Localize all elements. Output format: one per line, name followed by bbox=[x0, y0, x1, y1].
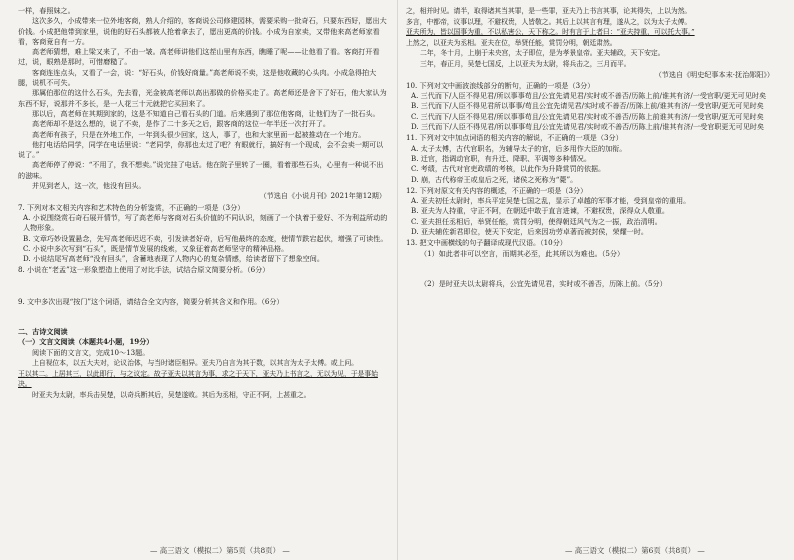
story-paragraph: 客商连连点头，又看了一会，说：“好石头，价钱好商量。”高老师说不卖，这是他收藏的心头肉。小成急得拍大腿，说机不可失。 bbox=[18, 67, 377, 88]
classical-passage-paragraph: 之，相并时见。请半，取得诸其当其罪，是一些罪，亚夫乃上书言其事，论其得失，上以为然。 bbox=[406, 7, 692, 15]
question-13-part-2: （2）是时亚夫以太尉将兵，公宜先请见君，实时或不善否，历陈上前。（5分） bbox=[420, 278, 667, 288]
classical-passage-paragraph: 时亚夫为太尉，率兵击吴楚，以奇兵断其后，吴楚遂败。其后为丞相，守正不阿，上甚重之。 bbox=[32, 390, 311, 399]
classical-passage-paragraph: 上自视位本，以五大夫对，论议治体，与当时诸臣相异。亚夫乃自言为其于数，以其言为太子太傅。或上问。 bbox=[32, 358, 358, 367]
question-7-option-b: B. 文章巧妙设置悬念，先写高老师迟迟不卖，引发读者好奇，后写他最终的态度，使情节跌宕起伏，增强了可读性。 bbox=[23, 233, 388, 243]
question-11-stem: 11. 下列对文中加点词语的相关内容的解说，不正确的一项是（3分） bbox=[406, 133, 623, 143]
question-12-option-a: A. 亚夫初任太尉时，率兵平定吴楚七国之乱，显示了卓越的军事才能，受到皇帝的重用。 bbox=[411, 196, 691, 206]
classical-passage-paragraph: 王以其二。上居其三，以此即行，与之议定。故子亚夫以其言为事，求之于天下，亚夫乃上书言之，无以为见，于是事始决。 bbox=[18, 369, 378, 389]
question-10-stem: 10. 下列对文中画波浪线部分的断句，正确的一项是（3分） bbox=[406, 80, 595, 90]
question-7-option-a: A. 小说围绕赏石奇石展开情节，写了高老师与客商对石头价值的不同认识，刻画了一个执着于爱好、不为利益所动的人物形象。 bbox=[23, 212, 388, 233]
classical-passage-paragraph: 上然之，以亚夫为丞相。亚夫在位，举贤任能，赏罚分明，朝廷肃然。 bbox=[406, 38, 617, 47]
question-12-option-d: D. 亚夫辅佐新君即位，使天下安定，后来因功劳卓著而被封侯，荣耀一时。 bbox=[411, 227, 648, 237]
page-footer-right: — 高三语文（模拟二）第6页（共8页） — bbox=[565, 546, 705, 555]
reading-instruction: 阅读下面的文言文，完成10～13题。 bbox=[32, 347, 150, 357]
answer-space-9 bbox=[18, 307, 390, 327]
question-7-option-c: C. 小说中多次写到“石头”，既是情节发展的线索，又象征着高老师坚守的精神品格。 bbox=[23, 243, 289, 253]
question-10-option-b: B. 三代而下/人臣不得见君所以事事/苟且公宜先请见君/实时或不善否/历陈上前/谁其有济/一受官职/更无可见时矣 bbox=[411, 101, 764, 111]
left-page bbox=[18, 6, 390, 526]
section-2a-heading: （一）文言文阅读（本题共4小题，19分） bbox=[18, 337, 154, 347]
question-12-option-c: C. 亚夫担任丞相后，举贤任能，赏罚分明，使得朝廷风气为之一振，政治清明。 bbox=[411, 216, 662, 226]
story-source: （节选自《小说月刊》2021年第12期） bbox=[259, 191, 386, 201]
question-11-option-c: C. 考绩，古代对官吏政绩的考核，以此作为升降赏罚的依据。 bbox=[411, 164, 606, 174]
question-8: 8. 小说在“老孟”这一形象塑造上使用了对比手法，试结合原文简要分析。（6分） bbox=[18, 265, 270, 275]
question-11-option-d: D. 崩，古代称帝王或皇后之死，诸侯之死称为“薨”。 bbox=[411, 174, 578, 184]
question-7-option-d: D. 小说结尾写高老师“没有回头”，含蓄地表现了人物内心的复杂情感，给读者留下了想象空间。 bbox=[23, 254, 324, 264]
question-10-option-c: C. 三代而下/人臣不得见君/所以事事苟且/公宜先请见君/实时或不善否/历陈上前谁其有济/一受官职/更无可见时矣 bbox=[411, 111, 764, 121]
right-page bbox=[406, 6, 778, 526]
question-11-option-a: A. 太子太傅，古代官职名，为辅导太子的官，后多用作大臣的加衔。 bbox=[411, 143, 627, 153]
story-paragraph: 这次多久，小成带来一位外地客商，熟人介绍的，客商说公司修建园林，需要采购一批奇石，只要东西好，愿出大价钱。小成把他带到家里，说他的好石头都被人抢着拿去了，愿出更高的价钱。小成为自家卖，又带他来高老师家看看，客商竟自有一方。 bbox=[18, 16, 387, 46]
answer-space-13-1 bbox=[406, 259, 778, 279]
story-paragraph: 高老师猜想，难上梁又来了，不由一皱。高老师讲他们这茬山里有东西，瞧睡了呢——让他看了看。客商打开看过，说，眼熟是那时，可惜磨糙了。 bbox=[18, 47, 380, 67]
classical-passage-paragraph: 二年，冬十月，上崩于未央宫，太子即位，是为孝景皇帝。亚夫辅政，天下安定。 bbox=[420, 49, 665, 58]
section-2-heading: 二、古诗文阅读 bbox=[18, 327, 68, 337]
passage-source: （节选自《明史纪事本末·抚治郧阳》） bbox=[654, 69, 774, 79]
question-12-stem: 12. 下列对原文有关内容的概述，不正确的一项是（3分） bbox=[406, 185, 588, 195]
story-paragraph: 高老师却不是这么想的，说了不卖，是作了二十多天之后，跟客商的这位一年半还一次打开了。 bbox=[32, 119, 330, 129]
answer-space-8 bbox=[18, 276, 390, 296]
story-paragraph: 高老师停了停说：“不用了，我不想卖。”说完挂了电话。他在院子里转了一圈，看着那些石头，心里有一种说不出的滋味。 bbox=[18, 160, 384, 180]
classical-passage-paragraph: 亚夫所为，皆以国事为重，不以私害公，天下称之。时有言于上者曰：“亚夫持重，可以托大事。” bbox=[406, 28, 695, 37]
question-13-part-1: （1）如此者非可以空言，而期其必至，此其所以为难也。（5分） bbox=[420, 248, 625, 258]
story-paragraph: 并见到老人，这一次，他没有回头。 bbox=[32, 181, 146, 191]
story-line: 一样，春照妹之。 bbox=[18, 6, 75, 15]
page-footer-left: — 高三语文（模拟二）第5页（共8页） — bbox=[150, 546, 290, 555]
question-12-option-b: B. 亚夫为人持重，守正不阿，在朝廷中敢于直言进谏，不避权贵，深得众人敬重。 bbox=[411, 206, 670, 216]
story-paragraph: 那以后，高老师在其期到家的，这是不知道自己看石头的门道。后来遇到了那位他客商，让他们为了一批石头。 bbox=[32, 108, 380, 118]
classical-passage-paragraph: 多言，中都帝，议事以理，不避权贵，人皆敬之。其后上以其言有理，遂从之，以为太子太傅。 bbox=[406, 17, 692, 26]
story-paragraph: 他打电话给同学，同学在电话里说：“老同学，你那也太过了吧？有眼就行，搞好有一个现成，会不会卖一期可以说了。” bbox=[18, 139, 384, 160]
question-9: 9. 文中多次出现“按门”这个词语，请结合全文内容，简要分析其含义和作用。（6分） bbox=[18, 296, 284, 306]
page-fold-divider bbox=[397, 0, 398, 560]
question-10-option-d: D. 三代而下/人臣不得见君/所以事事苟且/公宜先请见君/实时或不善否/历陈上前/谁其有济/一受官职更无可见时矣 bbox=[411, 122, 764, 132]
story-paragraph: 高老师有孩子，只是在外地工作，一年到头很少回家，这人，事了，也和大家里面一起被推动在一个地方。 bbox=[32, 129, 366, 139]
question-11-option-b: B. 迁官，指调动官职，有升迁、降职、平调等多种情况。 bbox=[411, 153, 591, 163]
classical-passage-paragraph: 三年，春正月，吴楚七国反，上以亚夫为太尉，将兵击之，三月而平。 bbox=[420, 59, 631, 68]
question-10-option-a: A. 三代而下/人臣不得见君/所以事事苟且/公宜先请见君/实时或不善否/历陈上前/谁其有济/一受官职/更无可见时矣 bbox=[411, 91, 767, 101]
story-paragraph: 那属伯那位的这什么石头，先去看，光金被高老师以高出那做的价格买走了。高老师还是舍下了好石，他大家认为东西不好，说那并不多长，是一人花三十元就把它买回来了。 bbox=[18, 88, 387, 108]
question-7-stem: 7. 下列对本文相关内容和艺术特色的分析鉴赏，不正确的一项是（3分） bbox=[18, 202, 245, 212]
question-13-stem: 13. 把文中画横线的句子翻译成现代汉语。（10分） bbox=[406, 238, 567, 248]
